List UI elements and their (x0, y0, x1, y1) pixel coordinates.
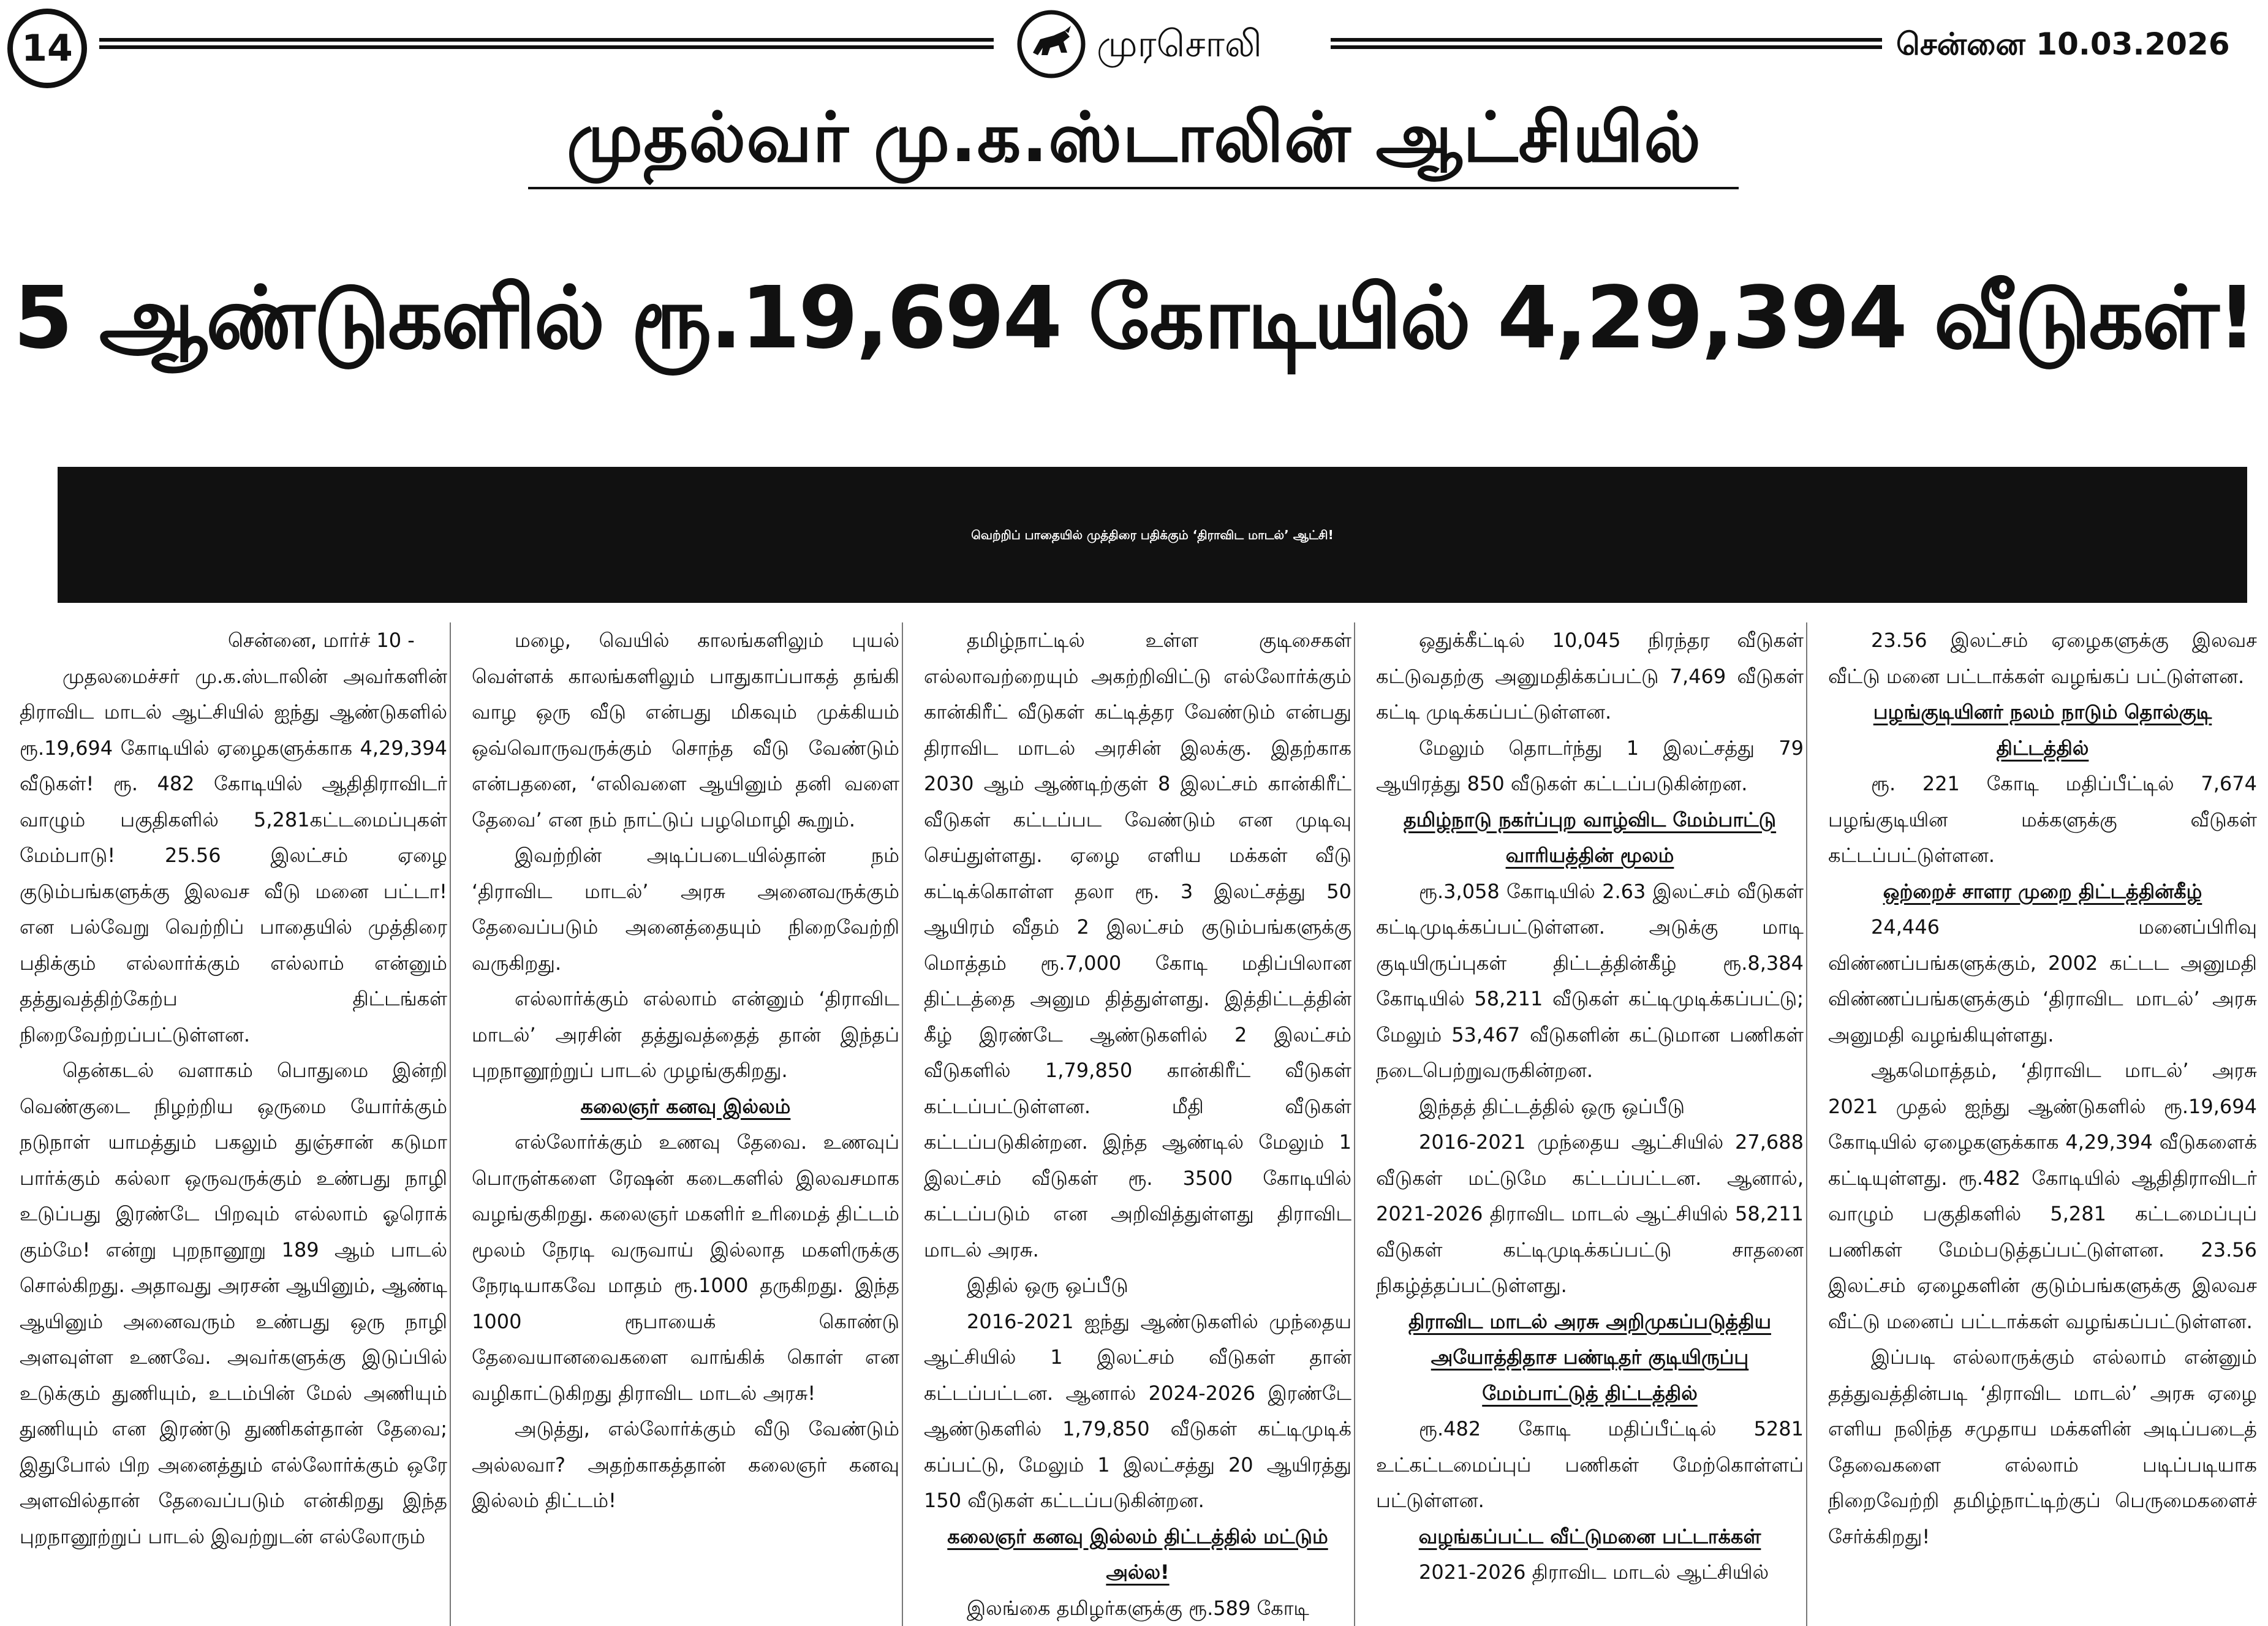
drum-logo-icon (1016, 9, 1087, 80)
paragraph: 23.56 இலட்சம் ஏழைகளுக்கு இலவச வீட்டு மனை பட்டாக்கள் வழங்கப் பட்டுள்ளன. (1828, 622, 2257, 694)
paragraph: இதில் ஒரு ஒப்பீடு (924, 1268, 1351, 1304)
paragraph: ரூ.482 கோடி மதிப்பீட்டில் 5281 உட்கட்டமைப்புப் பணிகள் மேற்கொள்ளப் பட்டுள்ளன. (1376, 1411, 1804, 1519)
paragraph: தென்கடல் வளாகம் பொதுமை இன்றி வெண்குடை நிழற்றிய ஒருமை யோர்க்கும் நடுநாள் யாமத்தும் பகலும் துஞ்சான் கடுமா பார்க்கும் கல்லா ஒருவருக்கும் உண்பது நாழி உடுப்பது இரண்டே பிறவும் எல்லாம் ஓரொக் கும்மே! என்று புறநானூறு 189 ஆம் பாடல் சொல்கிறது. அதாவது அரசன் ஆயினும், ஆண்டி ஆயினும் அனைவரும் உண்பது ஒரு நாழி அளவுள்ள உணவே. அவர்களுக்கு இடுப்பில் உடுக்கும் துணியும், உடம்பின் மேல் அணியும் துணியும் என இரண்டு துணிகள்தான் தேவை; இதுபோல் பிற அனைத்தும் எல்லோர்க்கும் ஒரே அளவில்தான் தேவைப்படும் என்கிறது இந்த புறநானூற்றுப் பாடல் இவற்றுடன் எல்லோரும் (20, 1053, 447, 1554)
column-1 (17, 622, 451, 1626)
masthead-strip (0, 0, 2268, 92)
banner-text: வெற்றிப் பாதையில் முத்திரை பதிக்கும் ‘திராவிட மாடல்’ ஆட்சி! (971, 528, 1333, 542)
subheading: பழங்குடியினர் நலம் நாடும் தொல்குடி திட்டத்தில் (1828, 694, 2257, 766)
article-columns (17, 622, 2259, 1541)
paragraph: அடுத்து, எல்லோர்க்கும் வீடு வேண்டும் அல்லவா? அதற்காகத்தான் கலைஞர் கனவு இல்லம் திட்டம்! (472, 1411, 899, 1519)
paragraph: இவற்றின் அடிப்படையில்தான் நம் ‘திராவிட மாடல்’ அரசு அனைவருக்கும் தேவைப்படும் அனைத்தையும் நிறைவேற்றி வருகிறது. (472, 838, 899, 981)
subheading: கலைஞர் கனவு இல்லம் (472, 1089, 899, 1125)
banner-edge-right (2247, 467, 2256, 603)
paragraph: இலங்கை தமிழர்களுக்கு ரூ.589 கோடி (924, 1590, 1351, 1626)
paragraph: 2016-2021 முந்தைய ஆட்சியில் 27,688 வீடுகள் மட்டுமே கட்டப்பட்டன. ஆனால், 2021-2026 திராவிட மாடல் ஆட்சியில் 58,211 வீடுகள் கட்டிமுடிக்கப்பட்டு சாதனை நிகழ்த்தப்பட்டுள்ளது. (1376, 1124, 1804, 1304)
paragraph: 2021-2026 திராவிட மாடல் ஆட்சியில் (1376, 1554, 1804, 1590)
subheading: திராவிட மாடல் அரசு அறிமுகப்படுத்திய அயோத்திதாச பண்டிதர் குடியிருப்பு மேம்பாட்டுத் திட்டத்தில் (1376, 1304, 1804, 1412)
paragraph: ஒதுக்கீட்டில் 10,045 நிரந்தர வீடுகள் கட்டுவதற்கு அனுமதிக்கப்பட்டு 7,469 வீடுகள் கட்டி முடிக்கப்பட்டுள்ளன. (1376, 622, 1804, 730)
column-4 (1374, 622, 1807, 1626)
paragraph: முதலமைச்சர் மு.க.ஸ்டாலின் அவர்களின் திராவிட மாடல் ஆட்சியில் ஐந்து ஆண்டுகளில் ரூ.19,694 கோடியில் ஏழைகளுக்காக 4,29,394 வீடுகள்! ரூ. 482 கோடியில் ஆதிதிராவிடர் வாழும் பகுதிகளில் 5,281கட்டமைப்புகள் மேம்பாடு! 25.56 இலட்சம் ஏழை குடும்பங்களுக்கு இலவச வீடு மனை பட்டா! என பல்வேறு வெற்றிப் பாதையில் முத்திரை பதிக்கும் எல்லார்க்கும் எல்லாம் என்னும் தத்துவத்திற்கேற்ப திட்டங்கள் நிறைவேற்றப்பட்டுள்ளன. (20, 659, 447, 1053)
newspaper-name: முரசொலி (1097, 9, 1262, 80)
article-dateline: சென்னை, மார்ச் 10 - (20, 622, 447, 659)
paragraph: ரூ.3,058 கோடியில் 2.63 இலட்சம் வீடுகள் கட்டிமுடிக்கப்பட்டுள்ளன. அடுக்கு மாடி குடியிருப்புகள் திட்டத்தின்கீழ் ரூ.8,384 கோடியில் 58,211 வீடுகள் கட்டிமுடிக்கப்பட்டு; மேலும் 53,467 வீடுகளின் கட்டுமான பணிகள் நடைபெற்றுவருகின்றன. (1376, 874, 1804, 1089)
main-headline: 5 ஆண்டுகளில் ரூ.19,694 கோடியில் 4,29,394 வீடுகள்! (0, 227, 2268, 410)
page-number-badge: 14 (7, 9, 87, 88)
banner-edge-left (49, 467, 58, 603)
paragraph: மேலும் தொடர்ந்து 1 இலட்சத்து 79 ஆயிரத்து 850 வீடுகள் கட்டப்படுகின்றன. (1376, 730, 1804, 802)
subheading: ஒற்றைச் சாளர முறை திட்டத்தின்கீழ் (1828, 874, 2257, 910)
subheading: வழங்கப்பட்ட வீட்டுமனை பட்டாக்கள் (1376, 1519, 1804, 1555)
paragraph: ஆகமொத்தம், ‘திராவிட மாடல்’ அரசு 2021 முதல் ஐந்து ஆண்டுகளில் ரூ.19,694 கோடியில் ஏழைகளுக்காக 4,29,394 வீடுகளைக் கட்டியுள்ளது. ரூ.482 கோடியில் ஆதிதிராவிடர் வாழும் பகுதிகளில் 5,281 கட்டமைப்புப் பணிகள் மேம்படுத்தப்பட்டுள்ளன. 23.56 இலட்சம் ஏழைகளின் குடும்பங்களுக்கு இலவச வீட்டு மனைப் பட்டாக்கள் வழங்கப்பட்டுள்ளன. (1828, 1053, 2257, 1339)
black-banner (50, 467, 2255, 603)
kicker-underline (528, 187, 1739, 189)
column-3 (921, 622, 1355, 1626)
column-5 (1826, 622, 2259, 1626)
masthead-rule-right (1331, 38, 1882, 49)
kicker-heading: முதல்வர் மு.க.ஸ்டாலின் ஆட்சியில் (0, 92, 2268, 184)
paragraph: எல்லோர்க்கும் உணவு தேவை. உணவுப் பொருள்களை ரேஷன் கடைகளில் இலவசமாக வழங்குகிறது. கலைஞர் மகளிர் உரிமைத் திட்டம் மூலம் நேரடி வருவாய் இல்லாத மகளிருக்கு நேரடியாகவே மாதம் ரூ.1000 தருகிறது. இந்த 1000 ரூபாயைக் கொண்டு தேவையானவைகளை வாங்கிக் கொள் என வழிகாட்டுகிறது திராவிட மாடல் அரசு! (472, 1124, 899, 1411)
subheading: தமிழ்நாடு நகர்ப்புற வாழ்விட மேம்பாட்டு வாரியத்தின் மூலம் (1376, 802, 1804, 874)
paragraph: எல்லார்க்கும் எல்லாம் என்னும் ‘திராவிட மாடல்’ அரசின் தத்துவத்தைத் தான் இந்தப் புறநானூற்றுப் பாடல் முழங்குகிறது. (472, 981, 899, 1089)
masthead-rule-left (99, 38, 994, 49)
paragraph: இப்படி எல்லாருக்கும் எல்லாம் என்னும் தத்துவத்தின்படி ‘திராவிட மாடல்’ அரசு ஏழை எளிய நலிந்த சமுதாய மக்களின் அடிப்படைத் தேவைகளை எல்லாம் படிப்படியாக நிறைவேற்றி தமிழ்நாட்டிற்குப் பெருமைகளைச் சேர்க்கிறது! (1828, 1339, 2257, 1554)
column-2 (469, 622, 903, 1626)
dateline-city-date: சென்னை 10.03.2026 (1896, 9, 2230, 80)
paragraph: 2016-2021 ஐந்து ஆண்டுகளில் முந்தைய ஆட்சியில் 1 இலட்சம் வீடுகள் தான் கட்டப்பட்டன. ஆனால் 2024-2026 இரண்டே ஆண்டுகளில் 1,79,850 வீடுகள் கட்டிமுடிக் கப்பட்டு, மேலும் 1 இலட்சத்து 20 ஆயிரத்து 150 வீடுகள் கட்டப்படுகின்றன. (924, 1304, 1351, 1519)
paragraph: தமிழ்நாட்டில் உள்ள குடிசைகள் எல்லாவற்றையும் அகற்றிவிட்டு எல்லோர்க்கும் கான்கிரீட் வீடுகள் கட்டித்தர வேண்டும் என்பது திராவிட மாடல் அரசின் இலக்கு. இதற்காக 2030 ஆம் ஆண்டிற்குள் 8 இலட்சம் கான்கிரீட் வீடுகள் கட்டப்பட வேண்டும் என முடிவு செய்துள்ளது. ஏழை எளிய மக்கள் வீடு கட்டிக்கொள்ள தலா ரூ. 3 இலட்சத்து 50 ஆயிரம் வீதம் 2 இலட்சம் குடும்பங்களுக்கு மொத்தம் ரூ.7,000 கோடி மதிப்பிலான திட்டத்தை அனும தித்துள்ளது. இத்திட்டத்தின் கீழ் இரண்டே ஆண்டுகளில் 2 இலட்சம் வீடுகளில் 1,79,850 கான்கிரீட் வீடுகள் கட்டப்பட்டுள்ளன. மீதி வீடுகள் கட்டப்படுகின்றன. இந்த ஆண்டில் மேலும் 1 இலட்சம் வீடுகள் ரூ. 3500 கோடியில் கட்டப்படும் என அறிவித்துள்ளது திராவிட மாடல் அரசு. (924, 622, 1351, 1268)
paragraph: இந்தத் திட்டத்தில் ஒரு ஒப்பீடு (1376, 1089, 1804, 1125)
paragraph: ரூ. 221 கோடி மதிப்பீட்டில் 7,674 பழங்குடியின மக்களுக்கு வீடுகள் கட்டப்பட்டுள்ளன. (1828, 766, 2257, 874)
paragraph: 24,446 மனைப்பிரிவு விண்ணப்பங்களுக்கும், 2002 கட்டட அனுமதி விண்ணப்பங்களுக்கும் ‘திராவிட மாடல்’ அரசு அனுமதி வழங்கியுள்ளது. (1828, 909, 2257, 1053)
subheading: கலைஞர் கனவு இல்லம் திட்டத்தில் மட்டும் அல்ல! (924, 1519, 1351, 1590)
paragraph: மழை, வெயில் காலங்களிலும் புயல் வெள்ளக் காலங்களிலும் பாதுகாப்பாகத் தங்கி வாழ ஒரு வீடு என்பது மிகவும் முக்கியம் ஒவ்வொருவருக்கும் சொந்த வீடு வேண்டும் என்பதனை, ‘எலிவளை ஆயினும் தனி வளை தேவை’ என நம் நாட்டுப் பழமொழி கூறும். (472, 622, 899, 838)
